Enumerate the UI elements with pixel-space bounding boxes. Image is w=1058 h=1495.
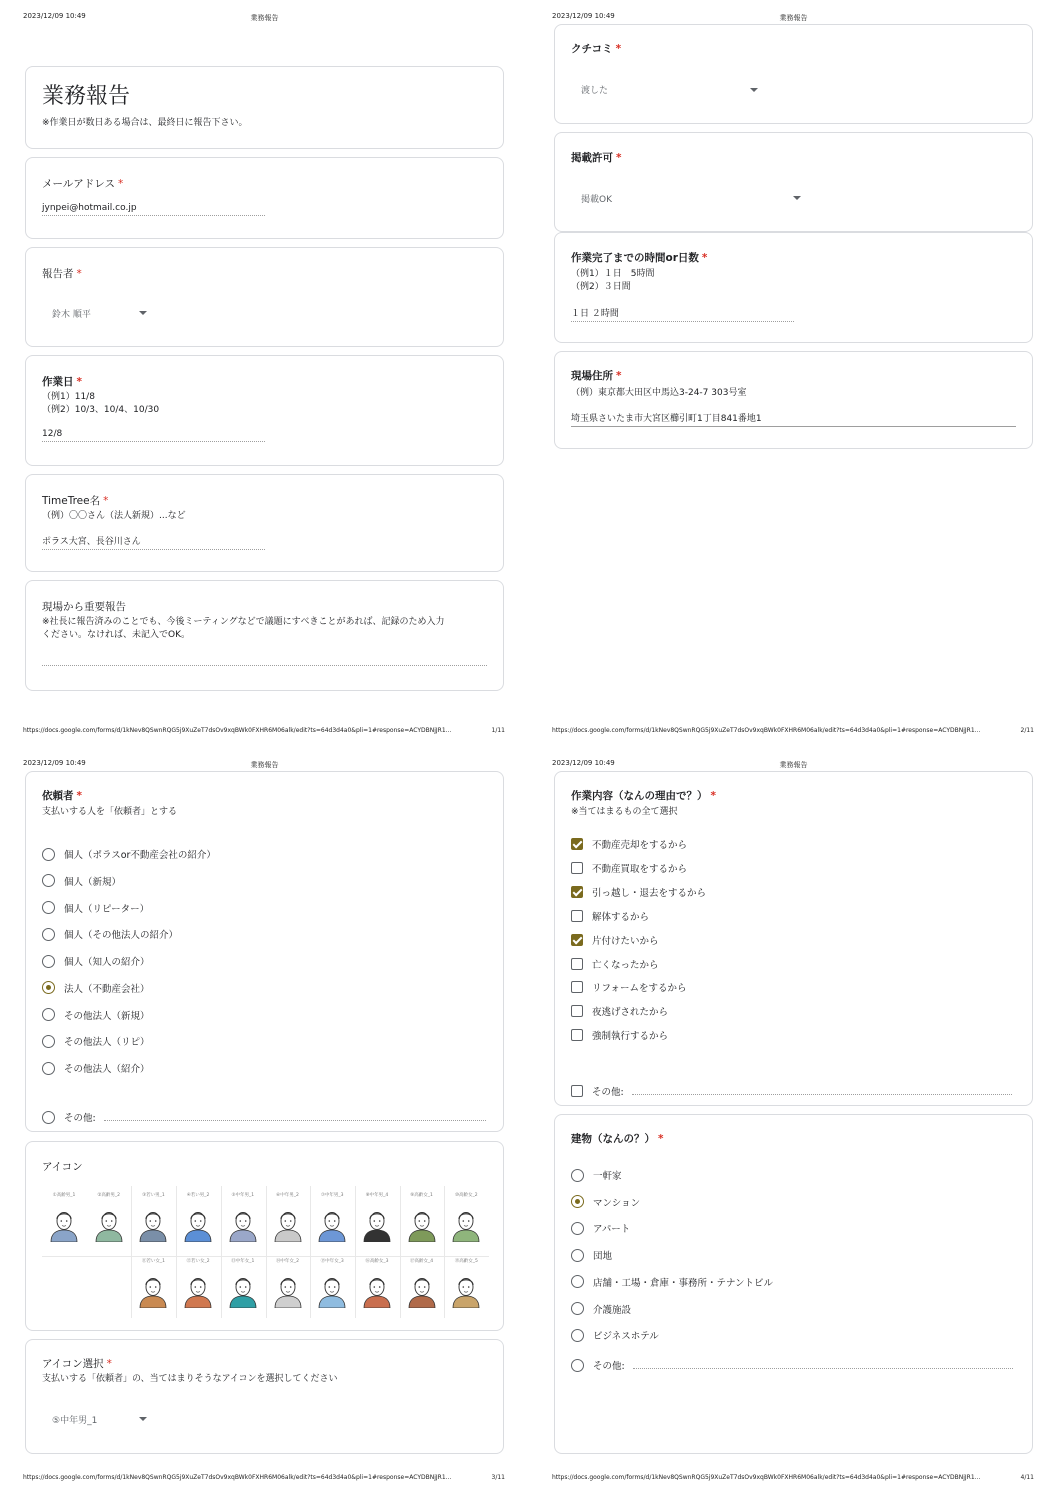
icon-label: ⑬中年女_1 [231,1259,255,1264]
print-page-number: 4/11 [1020,1474,1034,1481]
question-title: 建物（なんの？） * [571,1133,664,1145]
print-page-4 [529,747,1058,1494]
permission-dropdown-value[interactable]: 掲載OK [581,195,612,205]
icon-cell [444,1258,488,1312]
icon-cell [176,1192,220,1246]
icon-cell [131,1258,175,1312]
question-kuchikomi [554,24,1033,124]
option-label: 団地 [593,1251,613,1263]
checkbox[interactable] [571,1029,583,1041]
icon-label: ⑩高齢女_2 [454,1193,478,1198]
print-doc-title: 業務報告 [250,14,279,22]
option-label: 一軒家 [593,1171,622,1182]
icon-label: ⑫若い女_2 [186,1259,210,1264]
radio-button[interactable] [42,848,55,861]
person-icon [360,1274,394,1308]
person-icon [226,1274,260,1308]
option-item[interactable] [571,1302,631,1316]
option-item[interactable] [571,1168,622,1182]
option-label: 店舗・工場・倉庫・事務所・テナントビル [593,1277,774,1289]
person-icon [181,1274,215,1308]
option-item[interactable] [571,933,659,947]
icon-cell [221,1192,265,1246]
question-title: 作業内容（なんの理由で？） * [571,790,716,802]
icon-cell [355,1258,399,1312]
required-asterisk: * [701,252,708,264]
option-label: 介護施設 [593,1304,632,1316]
grid-divider [355,1186,356,1318]
question-title: 作業日 * [42,376,82,388]
form-title: 業務報告 [42,84,131,109]
option-label: その他法人（リピ） [64,1037,150,1049]
person-icon [136,1274,170,1308]
radio-button[interactable] [42,981,55,994]
icon-select-dropdown-value[interactable]: ⑤中年男_1 [52,1416,98,1426]
icon-label: ⑯高齢女_3 [365,1259,389,1264]
required-asterisk: * [616,152,622,164]
checkbox[interactable] [571,886,583,898]
option-item[interactable] [571,1004,668,1018]
person-icon [271,1208,305,1242]
question-title: TimeTree名 * [42,495,109,507]
chevron-down-icon[interactable] [793,196,801,200]
option-item[interactable] [571,1275,773,1289]
chevron-down-icon[interactable] [750,88,758,92]
timetree-field[interactable]: ポラス大宮、長谷川さん [42,534,265,550]
icon-label: ⑦中年男_3 [320,1193,344,1198]
work-option-other[interactable] [571,1084,1012,1098]
required-asterisk: * [615,43,622,55]
option-label: 個人（知人の紹介） [64,957,150,968]
radio-button[interactable] [42,1062,55,1075]
option-item[interactable] [42,1034,150,1048]
email-field[interactable]: jynpei@hotmail.co.jp [42,203,265,216]
option-label: 強制執行するから [592,1031,669,1043]
option-label: 個人（リピーター） [64,903,150,915]
required-asterisk: * [103,495,109,507]
person-icon [47,1208,81,1242]
print-url: https://docs.google.com/forms/d/1kNev8QSwnRQG5j9XuZeT7dsOv9xqBWk0FXHR6M06alk/edit?ts=64d3d4a0&pli=1#response=ACYDBNjJR1... [23,1474,452,1481]
person-icon [405,1274,439,1308]
option-label: その他法人（新規） [64,1010,150,1022]
option-item[interactable] [42,847,216,861]
radio-button[interactable] [42,901,55,914]
icon-cell [221,1258,265,1312]
option-item[interactable] [571,980,687,994]
question-title: 掲載許可 * [571,152,622,164]
radio-button[interactable] [42,955,55,968]
icon-label: ⑮中年女_3 [320,1259,344,1264]
question-icon [25,1141,504,1331]
chevron-down-icon[interactable] [139,1417,147,1421]
icon-cell [266,1258,310,1312]
checkbox[interactable] [571,934,583,946]
question-title: メールアドレス * [42,178,124,190]
required-asterisk: * [117,178,124,190]
icon-label: ⑧中年男_4 [365,1193,389,1198]
form-header-card [25,66,504,149]
question-description: （例2）３日間 [571,282,631,292]
required-asterisk: * [76,376,82,388]
option-item[interactable] [42,927,178,941]
person-icon [136,1208,170,1242]
option-label: 法人（不動産会社） [64,983,150,995]
question-description: 支払いする人を「依頼者」とする [42,807,178,817]
option-label: 個人（ポラスor不動産会社の紹介） [64,850,216,861]
person-icon [405,1208,439,1242]
radio-button[interactable] [571,1329,584,1342]
print-page-1 [0,0,529,747]
radio-button[interactable] [42,928,55,941]
person-icon [315,1208,349,1242]
grid-divider [42,1256,489,1257]
question-title: 現場住所 * [571,370,622,382]
option-item[interactable] [571,885,706,899]
print-page-number: 1/11 [491,727,505,734]
question-title: アイコン選択 * [42,1358,112,1370]
icon-label: ⑱高齢女_5 [454,1259,478,1264]
icon-cell [42,1192,86,1246]
icon-label: ⑭中年女_2 [275,1259,300,1264]
other-label: その他: [593,1361,625,1372]
reporter-dropdown-value[interactable]: 鈴木 順平 [52,310,91,320]
option-item[interactable] [42,901,149,915]
question-title: 作業完了までの時間or日数 * [571,252,708,264]
checkbox[interactable] [571,981,583,993]
icon-cell [400,1192,444,1246]
icon-label: ⑤中年男_1 [231,1193,255,1198]
question-duration [554,232,1033,343]
form-description: ※作業日が数日ある場合は、最終日に報告下さい。 [42,118,248,128]
required-asterisk: * [76,790,82,802]
print-date: 2023/12/09 10:49 [552,759,615,767]
other-label: その他: [592,1087,624,1098]
question-title: 現場から重要報告 [42,601,126,613]
question-workday [25,355,504,466]
question-important-report [25,580,504,691]
question-building [554,1114,1033,1454]
icon-label: ⑨高齢女_1 [410,1193,433,1198]
radio-button[interactable] [571,1359,584,1372]
option-label: 解体するから [592,911,650,923]
option-label: アパート [593,1224,631,1236]
option-item[interactable] [571,1328,659,1342]
print-page-number: 3/11 [491,1474,505,1481]
option-label: マンション [593,1197,641,1209]
option-item[interactable] [571,1195,640,1209]
radio-button[interactable] [42,1035,55,1048]
print-url: https://docs.google.com/forms/d/1kNev8QSwnRQG5j9XuZeT7dsOv9xqBWk0FXHR6M06alk/edit?ts=64d3d4a0&pli=1#response=ACYDBNjJR1... [23,727,452,734]
icon-label: ⑪若い女_1 [141,1259,165,1264]
icon-cell [400,1258,444,1312]
radio-button[interactable] [571,1249,584,1262]
option-label: リフォームをするから [592,983,687,995]
question-address [554,351,1033,449]
print-date: 2023/12/09 10:49 [23,759,86,767]
grid-divider [131,1186,132,1318]
question-work-content [554,771,1033,1106]
radio-button[interactable] [42,1008,55,1021]
client-option-other[interactable] [42,1110,486,1124]
option-item[interactable] [42,874,121,888]
question-reporter [25,247,504,347]
other-input[interactable] [104,1120,486,1121]
person-icon [360,1208,394,1242]
option-label: 個人（その他法人の紹介） [64,930,179,942]
grid-divider [176,1186,177,1318]
question-description: ※当てはまるもの全て選択 [571,807,678,817]
option-label: その他法人（紹介） [64,1064,150,1075]
print-page-number: 2/11 [1020,727,1034,734]
person-icon [271,1274,305,1308]
radio-button[interactable] [571,1195,584,1208]
print-doc-title: 業務報告 [779,14,808,22]
print-url: https://docs.google.com/forms/d/1kNev8QSwnRQG5j9XuZeT7dsOv9xqBWk0FXHR6M06alk/edit?ts=64d3d4a0&pli=1#response=ACYDBNjJR1... [552,727,981,734]
print-url: https://docs.google.com/forms/d/1kNev8QSwnRQG5j9XuZeT7dsOv9xqBWk0FXHR6M06alk/edit?ts=64d3d4a0&pli=1#response=ACYDBNjJR1... [552,1474,981,1481]
question-title: 依頼者 * [42,790,82,802]
address-field[interactable]: 埼玉県さいたま市大宮区櫛引町1丁目841番地1 [571,411,1016,427]
icon-cell [87,1192,131,1246]
option-label: 亡くなったから [592,959,659,971]
icon-cell [310,1192,354,1246]
checkbox[interactable] [571,958,583,970]
question-title: クチコミ * [571,43,622,55]
icon-label: ①高齢男_1 [52,1193,76,1198]
radio-button[interactable] [42,1111,55,1124]
icon-label: ③若い男_1 [142,1193,165,1198]
icon-label: ④若い男_2 [186,1193,210,1198]
question-client [25,771,504,1132]
checkbox[interactable] [571,1005,583,1017]
radio-button[interactable] [571,1169,584,1182]
print-date: 2023/12/09 10:49 [23,12,86,20]
required-asterisk: * [106,1358,112,1370]
grid-divider [310,1186,311,1318]
checkbox[interactable] [571,862,583,874]
radio-button[interactable] [571,1302,584,1315]
chevron-down-icon[interactable] [139,311,147,315]
question-description: （例1）１日 5時間 [571,269,655,279]
print-doc-title: 業務報告 [779,761,808,769]
question-permission [554,132,1033,232]
person-icon [226,1208,260,1242]
checkbox[interactable] [571,838,583,850]
grid-divider [266,1186,267,1318]
question-description: （例2）10/3、10/4、10/30 [42,405,160,415]
icon-cell [310,1258,354,1312]
icon-label: ⑰高齢女_4 [410,1259,434,1264]
option-label: 片付けたいから [592,935,659,947]
option-item[interactable] [571,837,687,851]
checkbox[interactable] [571,910,583,922]
option-label: 引っ越し・退去をするから [592,887,707,899]
option-label: 個人（新規） [64,876,122,888]
option-item[interactable] [571,909,649,923]
required-asterisk: * [616,370,622,382]
other-label: その他: [64,1113,96,1124]
question-description: （例）東京都大田区中馬込3-24-7 303号室 [571,388,747,398]
question-description: ください。なければ、未記入でOK。 [42,630,190,640]
question-description: （例1）11/8 [42,392,95,402]
option-item[interactable] [42,1061,150,1075]
person-icon [92,1208,126,1242]
icon-cell [176,1258,220,1312]
question-description: （例）〇〇さん（法人新規）...など [42,511,186,521]
print-doc-title: 業務報告 [250,761,279,769]
checkbox[interactable] [571,1085,583,1097]
important-report-field[interactable] [42,665,487,666]
question-description: ※社長に報告済みのことでも、今後ミーティングなどで議題にすべきことがあれば、記録のため入力 [42,617,445,627]
other-input[interactable] [632,1094,1012,1095]
question-icon-select [25,1339,504,1454]
option-item[interactable] [42,1008,150,1022]
option-item[interactable] [571,957,659,971]
grid-divider [400,1186,401,1318]
print-page-3 [0,747,529,1494]
icon-label: ②高齢男_2 [97,1193,121,1198]
person-icon [449,1274,483,1308]
required-asterisk: * [76,268,82,280]
icon-cell [355,1192,399,1246]
grid-divider [444,1186,445,1318]
required-asterisk: * [658,1133,664,1145]
option-label: 不動産売却をするから [592,840,688,851]
person-icon [315,1274,349,1308]
duration-field[interactable]: １日 ２時間 [571,306,794,322]
option-item[interactable] [571,1028,668,1042]
option-label: 不動産買取をするから [592,863,688,875]
question-title: 報告者 * [42,268,82,280]
option-item[interactable] [571,1248,612,1262]
question-email [25,157,504,239]
print-date: 2023/12/09 10:49 [552,12,615,20]
option-label: 夜逃げされたから [592,1007,669,1019]
option-item[interactable] [42,981,150,995]
icon-cell [444,1192,488,1246]
kuchikomi-dropdown-value[interactable]: 渡した [581,86,609,96]
icon-image-grid [42,1186,489,1318]
person-icon [449,1208,483,1242]
icon-cell [131,1192,175,1246]
other-input[interactable] [633,1368,1013,1369]
grid-divider [221,1186,222,1318]
option-item[interactable] [42,954,150,968]
radio-button[interactable] [571,1275,584,1288]
radio-button[interactable] [42,874,55,887]
option-item[interactable] [571,861,687,875]
required-asterisk: * [710,790,716,802]
building-option-other[interactable] [571,1358,1013,1372]
option-label: ビジネスホテル [593,1331,659,1343]
question-description: 支払いする「依頼者」の、当てはまりそうなアイコンを選択してください [42,1374,338,1384]
icon-cell [266,1192,310,1246]
person-icon [181,1208,215,1242]
print-page-2 [529,0,1058,747]
option-item[interactable] [571,1221,630,1235]
icon-label: ⑥中年男_2 [276,1193,299,1198]
radio-button[interactable] [571,1222,584,1235]
question-title: アイコン [42,1161,83,1173]
workday-field[interactable]: 12/8 [42,429,265,442]
question-timetree [25,474,504,572]
